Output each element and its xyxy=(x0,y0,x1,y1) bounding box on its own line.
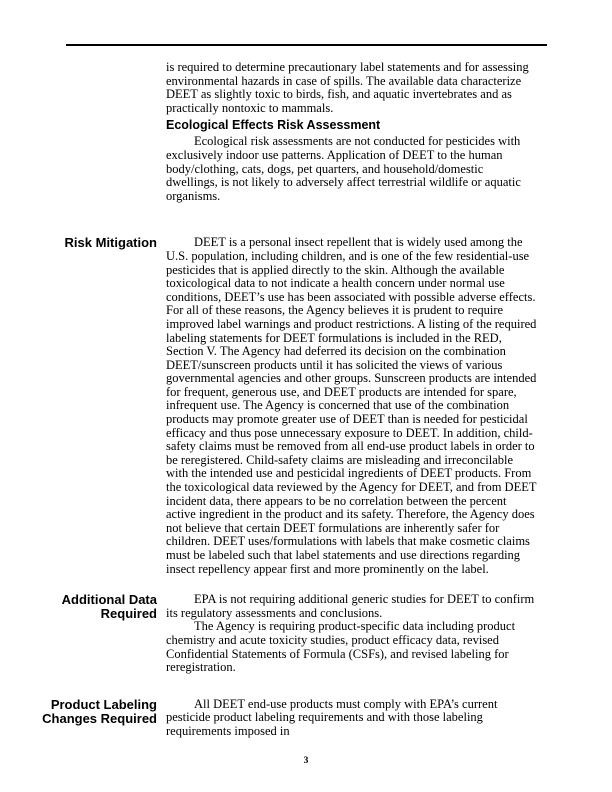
continuation-paragraph: is required to determine precautionary label statements and for assessing environmental hazards in case of spills. The available data characterize DEET as slightly toxic to birds, fish, and aquatic invertebrates and as practically nontoxic to mammals. xyxy=(166,60,529,115)
ecological-effects-heading: Ecological Effects Risk Assessment xyxy=(166,118,381,133)
risk-mitigation-label: Risk Mitigation xyxy=(64,235,157,251)
side-label-column xyxy=(0,236,166,250)
additional-data-paragraph-2: The Agency is requiring product-specific data including product chemistry and acute toxicity studies, product efficacy data, revised Confidential Statements of Formula (CSFs), and revised labeling for reregistration. xyxy=(166,619,516,675)
section-additional-data xyxy=(0,593,612,675)
side-label-column xyxy=(0,593,166,621)
section-product-labeling xyxy=(0,698,612,739)
risk-mitigation-paragraph: DEET is a personal insect repellent that is widely used among the U.S. population, including children, and is one of the few residential-use pesticides that is applied directly to the skin. Although the available toxicological data to not indicate a health concern under normal use conditions, DEET’s use has been associated with possible adverse effects. For all of these reasons, the Agency believes it is prudent to require improved label warnings and product restrictions. A listing of the required labeling statements for DEET formulations is included in the RED, Section V. The Agency had deferred its decision on the combination DEET/sunscreen products until it has solicited the views of various governmental agencies and other groups. Sunscreen products are intended for frequent, generous use, and DEET products are intended for spare, infrequent use. The Agency is concerned that use of the combination products may promote greater use of DEET than is needed for pesticidal efficacy and thus pose unnecessary exposure to DEET. In addition, child-safety claims must be removed from all end-use product labels in order to be reregistered. Child-safety claims are misleading and irreconcilable with the intended use and pesticidal ingredients of DEET products. From the toxicological data reviewed by the Agency for DEET, and from DEET incident data, there appears to be no correlation between the percent active ingredient in the product and its safety. Therefore, the Agency does not believe that certain DEET formulations are inherently safer for children. DEET uses/formulations with labels that make cosmetic claims must be labeled such that label statements and use directions regarding insect repellency appear first and more prominently on the label. xyxy=(166,235,537,576)
product-labeling-paragraph: All DEET end-use products must comply with EPA’s current pesticide product labeling requirements and with those labeling requirements imposed in xyxy=(166,696,498,738)
section-ecological-effects xyxy=(0,61,612,203)
additional-data-label: Additional Data Required xyxy=(61,592,157,621)
page-content xyxy=(0,61,612,739)
page-number: 3 xyxy=(303,756,309,766)
ecological-effects-paragraph: Ecological risk assessments are not conducted for pesticides with exclusively indoor use patterns. Application of DEET to the human body/clothing, cats, dogs, pet quarters, and household/domestic dwellings, is not likely to adversely affect terrestrial wildlife or aquatic organisms. xyxy=(166,134,521,203)
main-text-column xyxy=(166,698,538,739)
product-labeling-label: Product Labeling Changes Required xyxy=(42,696,157,726)
side-label-column xyxy=(0,698,166,726)
section-risk-mitigation xyxy=(0,236,612,576)
main-text-column xyxy=(166,61,538,203)
additional-data-paragraph-1: EPA is not requiring additional generic studies for DEET to confirm its regulatory assessments and conclusions. xyxy=(166,592,535,620)
main-text-column xyxy=(166,593,538,675)
main-text-column xyxy=(166,236,538,576)
header-rule xyxy=(66,44,547,46)
